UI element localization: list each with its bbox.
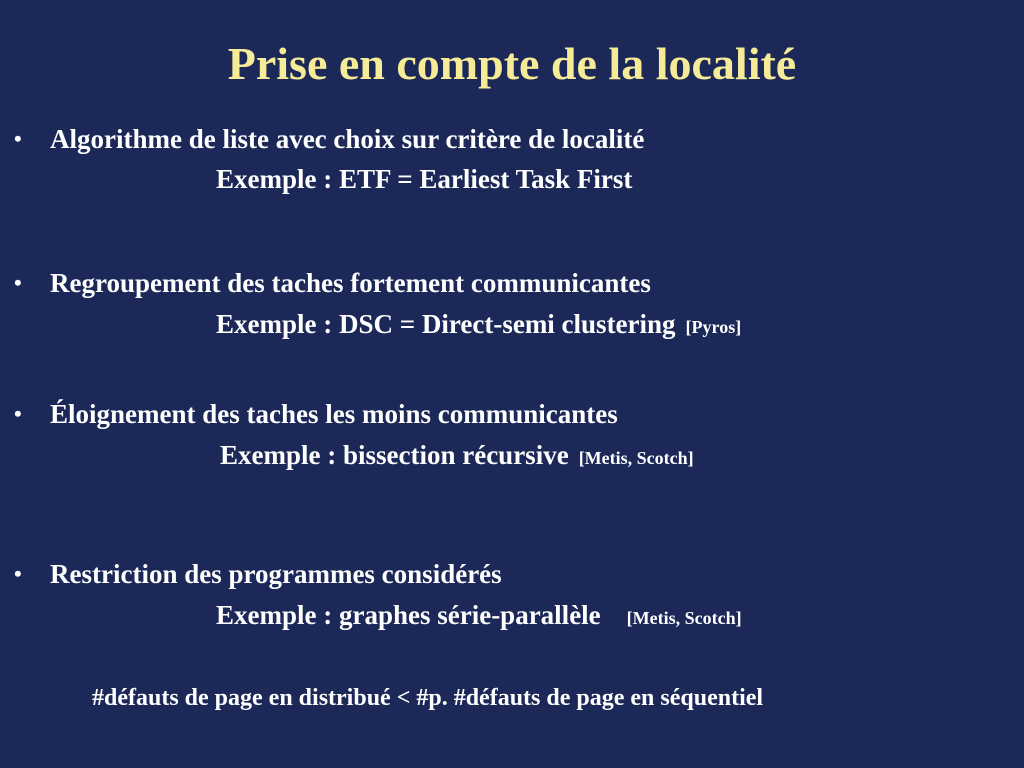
bullet-text: Regroupement des taches fortement communicantes [50,268,651,298]
example-line-3 [220,438,694,475]
reference-citation: [Metis, Scotch] [578,448,694,468]
example-line-4 [216,598,742,635]
bullet-item-3 [0,397,1024,431]
bullet-text: Algorithme de liste avec choix sur critère de localité [50,124,645,154]
bullet-marker: • [14,561,22,586]
example-text: Exemple : bissection récursive [220,440,569,470]
reference-citation: [Pyros] [685,317,742,337]
example-line-2 [216,307,741,344]
example-line-1 [216,162,632,196]
bullet-marker: • [14,126,22,151]
bullet-marker: • [14,270,22,295]
bullet-marker: • [14,401,22,426]
bullet-item-4 [0,557,1024,591]
bullet-text: Éloignement des taches les moins communicantes [50,399,618,429]
example-text: Exemple : graphes série-parallèle [216,600,601,630]
footer-note: #défauts de page en distribué < #p. #défauts de page en séquentiel [92,685,764,711]
bullet-text: Restriction des programmes considérés [50,559,502,589]
bullet-item-1 [0,122,1024,156]
example-text: Exemple : ETF = Earliest Task First [216,164,633,194]
example-text: Exemple : DSC = Direct-semi clustering [216,309,676,339]
slide-title: Prise en compte de la localité [227,38,797,89]
bullet-item-2 [0,266,1024,300]
reference-citation: [Metis, Scotch] [626,608,742,628]
